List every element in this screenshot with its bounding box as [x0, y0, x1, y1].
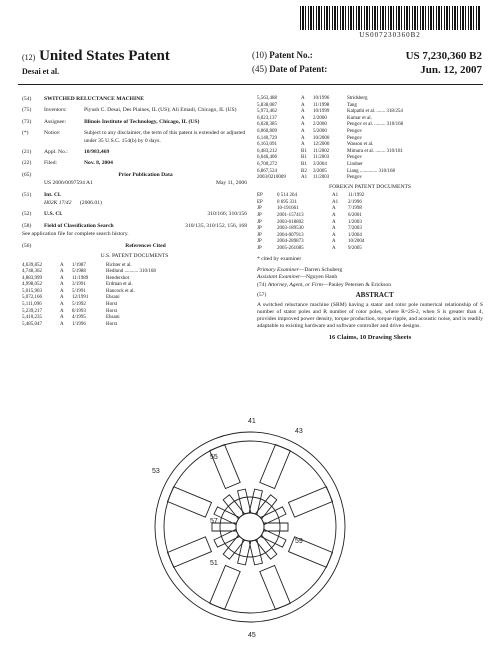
right-column: [257, 96, 483, 342]
reference-row: [22, 309, 247, 316]
reference-cell: A: [332, 212, 336, 218]
stator-outer-ring: [155, 432, 345, 622]
stator-pole: [289, 487, 333, 518]
reference-row: [257, 116, 483, 123]
reference-cell: 1/2003: [348, 219, 362, 225]
reference-row: [257, 103, 483, 110]
reference-cell: 5,239,217: [22, 308, 42, 314]
reference-cell: 6,867,524: [257, 168, 277, 174]
reference-cell: 10/1999: [313, 109, 330, 115]
attorney: (74) Attorney, Agent, or Firm—Pauley Petersen & Erickson: [257, 281, 391, 288]
reference-cell: A: [332, 219, 336, 225]
figure-label: 57: [210, 518, 218, 525]
reference-cell: 6,483,212: [257, 148, 277, 154]
reference-row: [22, 263, 247, 270]
reference-row: [257, 142, 483, 149]
reference-cell: A: [301, 102, 305, 108]
inventors-short: Desai et al.: [22, 67, 60, 76]
reference-cell: A: [60, 295, 64, 301]
cited-note: * cited by examiner: [257, 256, 302, 263]
reference-cell: Wasson et al.: [347, 142, 374, 148]
reference-cell: Ehsani: [106, 315, 120, 321]
foreign-docs-title: FOREIGN PATENT DOCUMENTS: [328, 183, 412, 190]
reference-cell: A: [60, 275, 64, 281]
reference-cell: A: [301, 135, 305, 141]
reference-cell: Pengov et al. ......... 310/168: [347, 122, 404, 128]
figure-label: 59: [295, 538, 303, 545]
reference-cell: 6,646,406: [257, 155, 277, 161]
reference-cell: 9/2005: [348, 245, 362, 251]
inventors-field: (75) Inventors: Piyush C. Desai, Des Plaines, IL (US); Ali Emadi, Chicago, IL (US): [22, 107, 237, 114]
reference-cell: 2003/0210009: [257, 175, 286, 181]
reference-cell: 11/2003: [313, 155, 330, 161]
reference-cell: 2/1996: [348, 199, 362, 205]
reference-cell: B1: [301, 148, 307, 154]
reference-cell: 0 514 264: [277, 193, 297, 199]
reference-cell: A: [60, 282, 64, 288]
reference-cell: Richter et al.: [106, 262, 132, 268]
reference-row: [257, 109, 483, 116]
reference-cell: 2004-007913: [277, 232, 304, 238]
reference-cell: 12/1991: [72, 295, 89, 301]
reference-row: [22, 282, 247, 289]
reference-cell: A: [60, 321, 64, 327]
reference-cell: A: [60, 269, 64, 275]
reference-cell: A1: [332, 193, 339, 199]
reference-cell: 6/2001: [348, 212, 362, 218]
abstract-title: (57) ABSTRACT: [257, 291, 394, 300]
reference-row: [257, 136, 483, 143]
header-right: [252, 50, 482, 78]
reference-cell: 6,163,091: [257, 142, 277, 148]
reference-cell: 5/1988: [72, 269, 86, 275]
reference-cell: 11/1989: [72, 275, 89, 281]
reference-cell: 3/2005: [313, 168, 327, 174]
reference-cell: Horst: [106, 302, 118, 308]
assistant-examiner: Assistant Examiner—Nguyen Hanh: [257, 274, 338, 281]
reference-row: [257, 200, 483, 207]
reference-cell: Stridsberg: [347, 96, 368, 101]
rotor-tooth: [261, 507, 286, 525]
figure-label: 51: [210, 560, 218, 567]
reference-cell: 2003-189530: [277, 226, 304, 232]
reference-cell: 5,563,488: [257, 96, 277, 101]
reference-cell: Horst: [106, 308, 118, 314]
reference-cell: 7/2003: [348, 226, 362, 232]
reference-cell: Hendershot: [106, 275, 130, 281]
reference-row: [22, 295, 247, 302]
rotor-tooth: [249, 540, 262, 565]
patent-date: Jun. 12, 2007: [420, 64, 482, 76]
reference-cell: JP: [257, 245, 262, 251]
reference-cell: JP: [257, 239, 262, 245]
reference-cell: 2003-018802: [277, 219, 304, 225]
reference-cell: A: [301, 128, 305, 134]
reference-cell: Pengov: [347, 135, 362, 141]
reference-cell: 11/1998: [313, 102, 330, 108]
reference-cell: A: [332, 226, 336, 232]
reference-cell: 2005-261085: [277, 245, 304, 251]
int-cl-entry: H02K 17/42 (2006.01): [44, 200, 102, 207]
reference-cell: JP: [257, 232, 262, 238]
reference-cell: A: [301, 96, 305, 101]
header-rule: [18, 84, 483, 85]
reference-cell: Kalpathi et al. ....... 318/254: [347, 109, 403, 115]
reference-cell: Liang .............. 310/168: [347, 168, 396, 174]
prior-publication-field: (65) Prior Publication Data: [22, 171, 173, 178]
reference-cell: A: [60, 308, 64, 314]
figure-label: 43: [295, 428, 303, 435]
reference-cell: Pengov: [347, 128, 362, 134]
classification-note: See application file for complete search history.: [22, 231, 129, 238]
rotor-tooth: [238, 540, 251, 565]
patent-drawing: [130, 415, 370, 640]
foreign-documents-table: [257, 193, 483, 252]
figure-label: 53: [152, 468, 160, 475]
reference-cell: JP: [257, 212, 262, 218]
reference-row: [22, 322, 247, 329]
reference-row: [257, 169, 483, 176]
reference-cell: Pengov: [347, 155, 362, 161]
reference-cell: A: [60, 302, 64, 308]
patent-number-row: (10) Patent No.: US 7,230,360 B2: [252, 50, 482, 62]
reference-row: [257, 233, 483, 240]
reference-cell: 4/1995: [72, 315, 86, 321]
patent-date-row: (45) Date of Patent: Jun. 12, 2007: [252, 64, 482, 76]
figure-label: 41: [248, 418, 256, 425]
reference-cell: 3/1991: [72, 282, 86, 288]
reference-cell: 3/2004: [313, 161, 327, 167]
reference-cell: 10/2004: [348, 239, 365, 245]
int-cl-field: (51) Int. Cl.: [22, 191, 61, 198]
barcode: [300, 6, 480, 30]
reference-cell: Erdman et al.: [106, 282, 133, 288]
reference-cell: 8/1993: [72, 308, 86, 314]
publication-type: (12) United States Patent: [22, 48, 170, 64]
reference-cell: A: [332, 239, 336, 245]
rotor-tooth: [249, 489, 262, 514]
reference-cell: 5,072,166: [22, 295, 42, 301]
us-docs-title: U.S. PATENT DOCUMENTS: [100, 253, 169, 260]
reference-row: [257, 149, 483, 156]
reference-cell: 0 695 331: [277, 199, 297, 205]
reference-cell: A: [332, 245, 336, 251]
classification-field: (58) Field of Classification Search 310/135, 310/152, 156, 168: [22, 222, 247, 229]
reference-cell: Lindner: [347, 161, 363, 167]
reference-cell: 1/2004: [348, 232, 362, 238]
reference-cell: JP: [257, 219, 262, 225]
reference-cell: 6,700,272: [257, 161, 277, 167]
reference-cell: 12/2000: [313, 142, 330, 148]
reference-cell: 2004-289873: [277, 239, 304, 245]
reference-row: [22, 276, 247, 283]
rotor-tooth: [238, 489, 251, 514]
reference-cell: 4,748,362: [22, 269, 42, 275]
reference-cell: 11/2003: [313, 175, 330, 181]
reference-cell: 5,410,235: [22, 315, 42, 321]
reference-cell: 5,838,087: [257, 102, 277, 108]
reference-cell: 5/1991: [72, 288, 86, 294]
reference-row: [257, 226, 483, 233]
reference-row: [22, 289, 247, 296]
stator-pole: [168, 487, 212, 518]
us-documents-table: [22, 263, 247, 329]
reference-row: [22, 315, 247, 322]
reference-row: [257, 246, 483, 253]
reference-cell: 4,998,052: [22, 282, 42, 288]
rotor-tooth: [214, 530, 239, 548]
application-field: (21) Appl. No.: 10/983,469: [22, 149, 110, 156]
reference-cell: 4,883,999: [22, 275, 42, 281]
us-cl-field: (52) U.S. Cl. 310/166; 310/156: [22, 211, 247, 218]
reference-cell: 4,639,852: [22, 262, 42, 268]
reference-row: [257, 206, 483, 213]
reference-cell: A: [60, 315, 64, 321]
reference-row: [22, 269, 247, 276]
reference-cell: Kumar et al.: [347, 115, 372, 121]
reference-row: [257, 193, 483, 200]
stator-pole: [260, 566, 291, 610]
barcode-number: US007230360B2: [359, 31, 421, 39]
reference-cell: Pengov: [347, 175, 362, 181]
notice-field: (*) Notice: Subject to any disclaimer, the term of this patent is extended or adjusted under 35 U.S.C. 154(b) by 0 days.: [22, 130, 246, 144]
reference-cell: A: [301, 115, 305, 121]
reference-row: [22, 302, 247, 309]
primary-examiner: Primary Examiner—Darren Schuberg: [257, 266, 343, 273]
reference-cell: B1: [301, 155, 307, 161]
reference-row: [257, 155, 483, 162]
prior-publication-entry: US 2006/0097594 A1 May 11, 2006: [44, 180, 247, 187]
reference-cell: 6,023,137: [257, 115, 277, 121]
filed-field: (22) Filed: Nov. 8, 2004: [22, 160, 113, 167]
reference-cell: A: [60, 288, 64, 294]
reference-cell: EP: [257, 199, 263, 205]
reference-cell: A: [301, 142, 305, 148]
reference-cell: B2: [301, 168, 307, 174]
stator-pole: [168, 537, 212, 568]
reference-cell: 1/1996: [72, 321, 86, 327]
reference-cell: 6,028,385: [257, 122, 277, 128]
stator-pole: [210, 566, 241, 610]
reference-cell: JP: [257, 226, 262, 232]
stator-pole: [260, 445, 291, 489]
reference-cell: Hedlund ........... 310/168: [106, 269, 156, 275]
stator-pole: [210, 445, 241, 489]
reference-cell: 11/2002: [313, 148, 330, 154]
reference-cell: Horst: [106, 321, 118, 327]
reference-cell: Hancock et al.: [106, 288, 135, 294]
patent-title: SWITCHED RELUCTANCE MACHINE: [44, 96, 144, 102]
reference-cell: 5/1992: [72, 302, 86, 308]
reference-cell: A: [332, 206, 336, 212]
reference-cell: 2/2000: [313, 115, 327, 121]
reference-cell: 7/1998: [348, 206, 362, 212]
reference-cell: 11/1992: [348, 193, 365, 199]
claims-summary: 16 Claims, 10 Drawing Sheets: [328, 334, 412, 342]
reference-cell: 1/1987: [72, 262, 86, 268]
rotor-body: [220, 497, 280, 557]
reference-cell: A1: [301, 175, 308, 181]
reference-cell: Tang: [347, 102, 357, 108]
reference-row: [257, 96, 483, 103]
references-field: (56) References Cited: [22, 242, 166, 249]
reference-cell: 2001-157413: [277, 212, 304, 218]
reference-cell: 5/2000: [313, 128, 327, 134]
reference-row: [257, 175, 483, 182]
reference-cell: A1: [332, 199, 339, 205]
header-left: [22, 48, 170, 76]
reference-cell: Ehsani: [106, 295, 120, 301]
figure-label: 45: [248, 632, 256, 639]
reference-cell: B1: [301, 161, 307, 167]
assignee-field: (73) Assignee: Illinois Institute of Technology, Chicago, IL (US): [22, 118, 200, 125]
reference-row: [257, 213, 483, 220]
reference-cell: A: [301, 109, 305, 115]
left-column: [22, 96, 247, 328]
title-field: (54) SWITCHED RELUCTANCE MACHINE: [22, 96, 247, 103]
reference-cell: 10-191661: [277, 206, 299, 212]
reference-cell: 6,140,729: [257, 135, 277, 141]
reference-cell: 5,485,047: [22, 321, 42, 327]
figure-label: 55: [210, 454, 218, 461]
reference-cell: JP: [257, 206, 262, 212]
reference-cell: A: [60, 262, 64, 268]
reference-cell: A: [301, 122, 305, 128]
reference-cell: A: [332, 232, 336, 238]
reference-cell: EP: [257, 193, 263, 199]
reference-cell: 10/2000: [313, 135, 330, 141]
stator-inner-ring: [164, 441, 336, 613]
abstract-text: A switched reluctance machine (SRM) having a stator and rotor pole numerical relationship of S number of stator poles and R number of rotor poles, where R=2S-2, when S is greater than 4, provides improved power density, torque production, torque ripple, and acoustic noise, and is readily adaptable to existing hardware and software controller and drive designs.: [257, 301, 483, 330]
reference-cell: Mimura et al. ........ 310/181: [347, 148, 403, 154]
reference-cell: 5,015,903: [22, 288, 42, 294]
reference-row: [257, 122, 483, 129]
reference-row: [257, 162, 483, 169]
patent-number: US 7,230,360 B2: [405, 50, 482, 62]
reference-cell: 6,060,809: [257, 128, 277, 134]
rotor-tooth: [264, 523, 288, 531]
reference-cell: 10/1996: [313, 96, 330, 101]
reference-cell: 2/2000: [313, 122, 327, 128]
reference-row: [257, 239, 483, 246]
us-documents-continued-table: [257, 96, 483, 182]
reference-cell: 5,973,462: [257, 109, 277, 115]
reference-cell: 5,111,096: [22, 302, 42, 308]
reference-row: [257, 129, 483, 136]
reference-row: [257, 220, 483, 227]
